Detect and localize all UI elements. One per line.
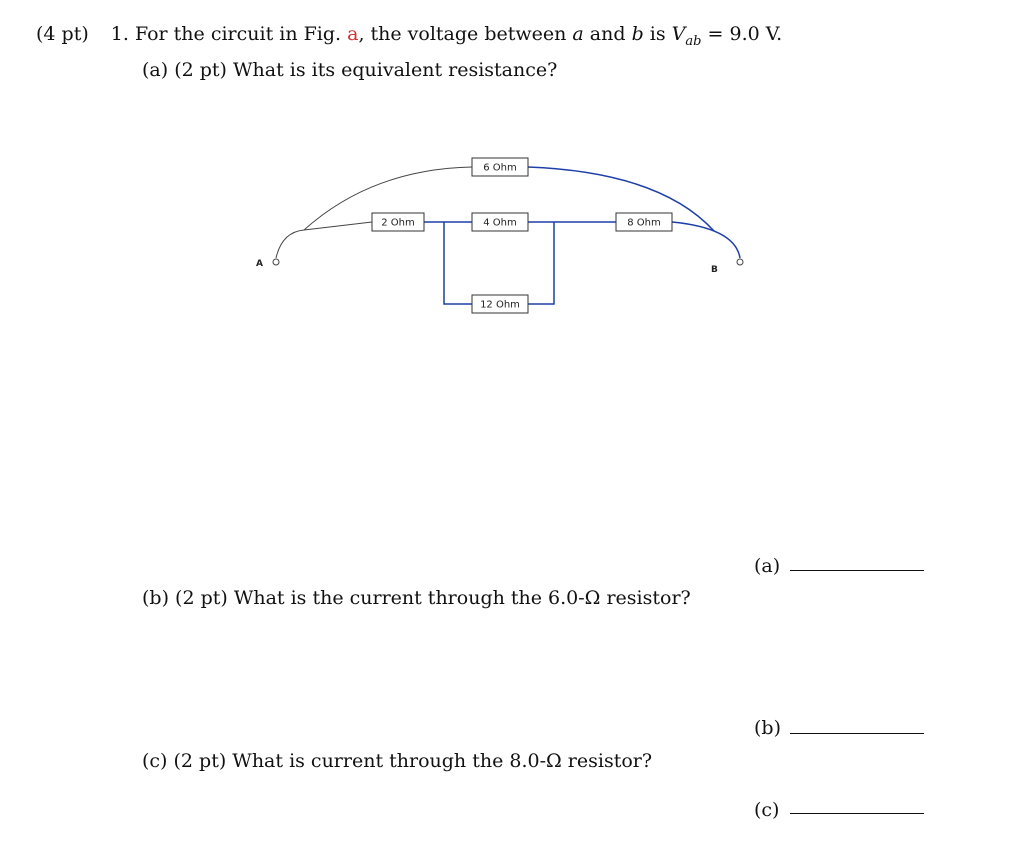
voltage-symbol: V	[671, 23, 686, 45]
and-word: and	[589, 23, 626, 45]
node-a-label: A	[256, 259, 263, 269]
answer-blank-b[interactable]	[790, 733, 924, 734]
terminal-b	[737, 259, 743, 265]
wire-12ohm-left	[444, 222, 472, 304]
variable-b: b	[631, 23, 644, 45]
voltage-value: = 9.0 V.	[707, 23, 783, 45]
voltage-subscript: ab	[685, 33, 702, 49]
question-b: (b) (2 pt) What is the current through the 6.0-Ω resistor?	[142, 587, 691, 609]
variable-a: a	[572, 23, 584, 45]
resistor-12ohm-label: 12 Ohm	[480, 299, 520, 311]
wire-8ohm-to-b	[672, 222, 740, 258]
problem-text-start: For the circuit in Fig.	[134, 23, 342, 45]
problem-points: (4 pt)	[36, 23, 89, 45]
answer-blank-a[interactable]	[790, 570, 924, 571]
resistor-2ohm-label: 2 Ohm	[381, 217, 415, 229]
answer-label-a: (a)	[754, 555, 781, 577]
resistor-4ohm-label: 4 Ohm	[483, 217, 517, 229]
answer-label-c: (c)	[754, 799, 780, 821]
node-b-label: B	[711, 265, 718, 275]
question-c: (c) (2 pt) What is current through the 8.0-Ω resistor?	[142, 750, 653, 772]
answer-blank-c[interactable]	[790, 813, 924, 814]
problem-text-mid: , the voltage between	[358, 23, 567, 45]
wire-a-to-2ohm	[276, 222, 372, 258]
figure-reference-link[interactable]: a	[347, 23, 359, 45]
resistor-8ohm-label: 8 Ohm	[627, 217, 661, 229]
wire-12ohm-right	[528, 222, 554, 304]
is-word: is	[649, 23, 666, 45]
answer-label-b: (b)	[754, 717, 781, 739]
problem-number: 1.	[110, 23, 129, 45]
question-a: (a) (2 pt) What is its equivalent resistance?	[142, 59, 558, 81]
resistor-6ohm-label: 6 Ohm	[483, 162, 517, 174]
terminal-a	[273, 259, 279, 265]
